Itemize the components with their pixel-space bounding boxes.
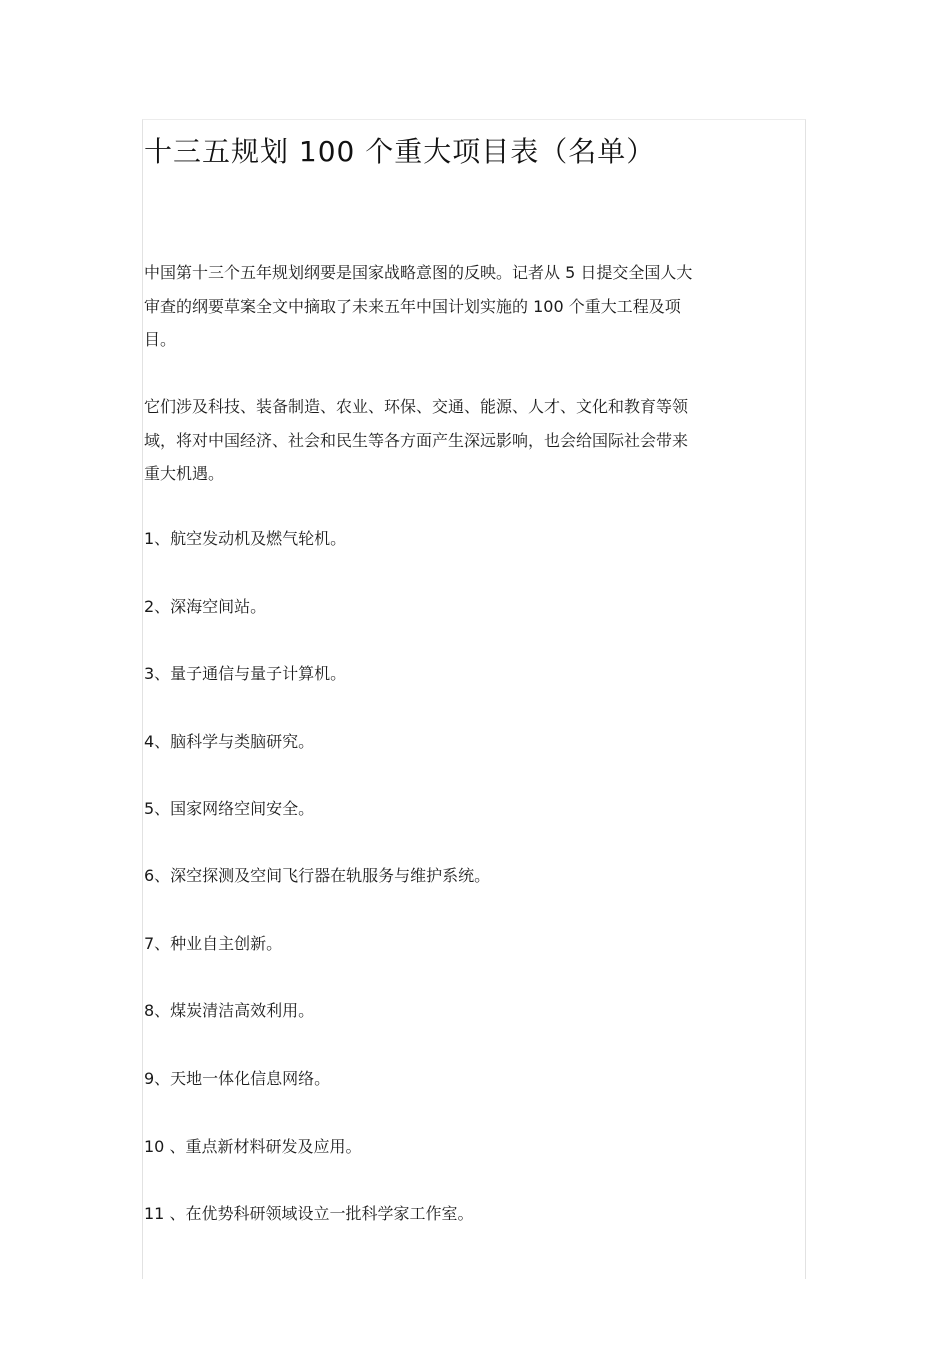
list-item: 5、国家网络空间安全。 xyxy=(144,799,315,818)
document-title: 十三五规划 100 个重大项目表（名单） xyxy=(144,135,656,168)
intro-line: 目。 xyxy=(144,330,177,349)
list-item: 6、深空探测及空间飞行器在轨服务与维护系统。 xyxy=(144,866,491,885)
list-item: 11 、在优势科研领域设立一批科学家工作室。 xyxy=(144,1204,474,1223)
list-item: 2、深海空间站。 xyxy=(144,597,267,616)
intro-paragraph xyxy=(144,256,794,357)
scope-line: 重大机遇。 xyxy=(144,464,225,483)
list-item: 9、天地一体化信息网络。 xyxy=(144,1069,331,1088)
list-item: 8、煤炭清洁高效利用。 xyxy=(144,1001,315,1020)
intro-line: 审查的纲要草案全文中摘取了未来五年中国计划实施的 100 个重大工程及项 xyxy=(144,296,681,316)
scope-paragraph xyxy=(144,390,794,491)
list-item: 4、脑科学与类脑研究。 xyxy=(144,732,315,751)
list-item: 7、种业自主创新。 xyxy=(144,934,283,953)
list-item: 1、航空发动机及燃气轮机。 xyxy=(144,529,347,548)
list-item: 10 、重点新材料研发及应用。 xyxy=(144,1137,362,1156)
scope-line: 域，将对中国经济、社会和民生等各方面产生深远影响，也会给国际社会带来 xyxy=(144,430,689,450)
list-item: 3、量子通信与量子计算机。 xyxy=(144,664,347,683)
scope-line: 它们涉及科技、装备制造、农业、环保、交通、能源、人才、文化和教育等领 xyxy=(144,397,689,416)
intro-line: 中国第十三个五年规划纲要是国家战略意图的反映。记者从 5 日提交全国人大 xyxy=(144,263,693,282)
